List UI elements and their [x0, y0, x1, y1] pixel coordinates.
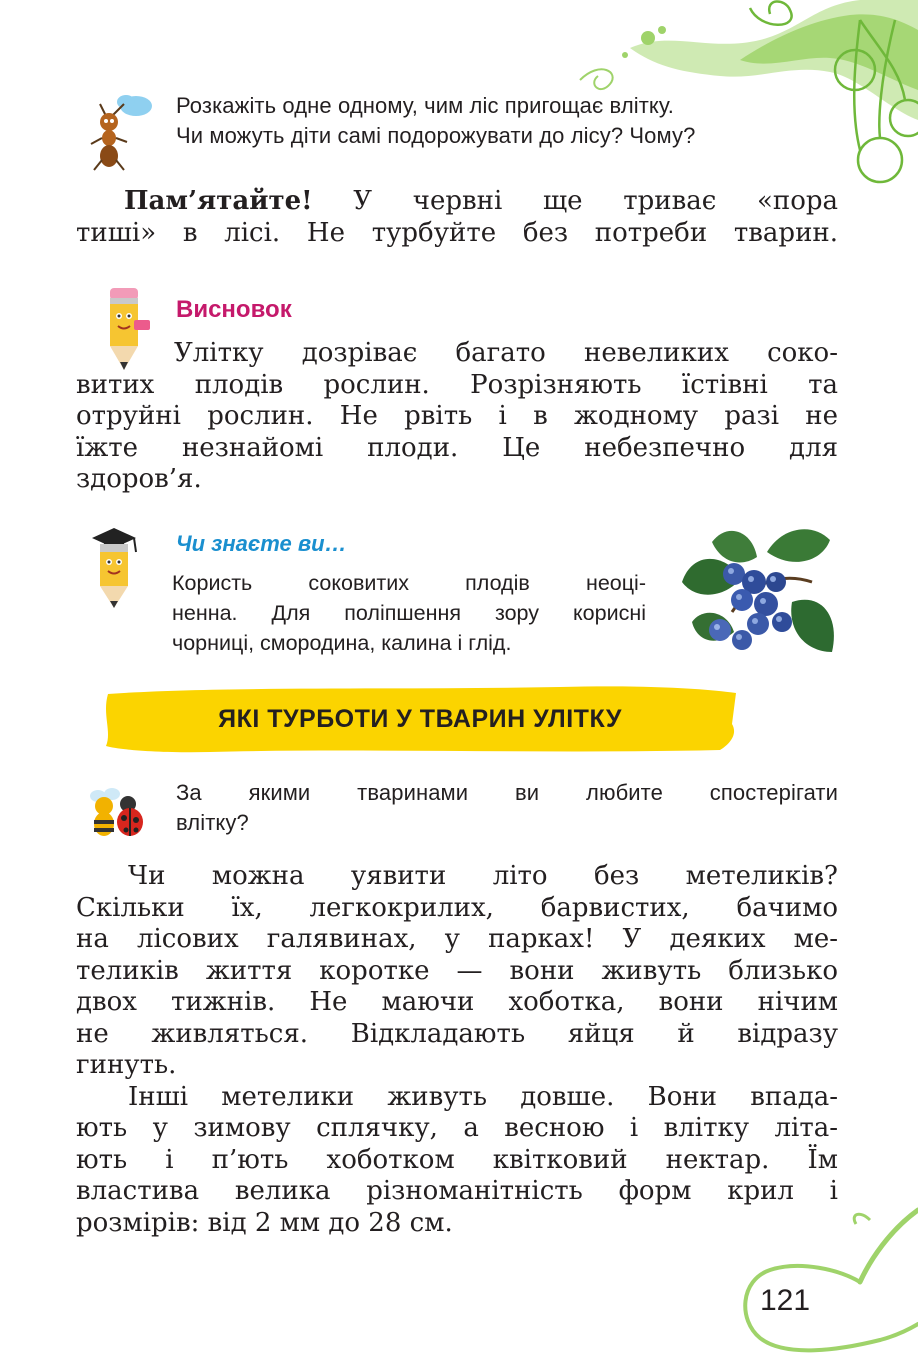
main-text-line: на лісових галявинах, у парках! У деяких ме-	[76, 924, 838, 954]
conclusion-title: Висновок	[176, 296, 292, 323]
conclusion-paragraph	[76, 338, 838, 496]
question1-line: Розкажіть одне одному, чим ліс пригощає влітку.	[176, 93, 675, 118]
main-text-line: розмірів: від 2 мм до 28 см.	[76, 1207, 453, 1238]
main-text-line: теликів життя коротке — вони живуть близько	[76, 955, 838, 986]
vine-curl-icon	[730, 1200, 918, 1360]
main-text-line: не живляться. Відкладають яйця й відразу	[76, 1018, 838, 1049]
question1-line: Чи можуть діти самі подорожувати до лісу? Чому?	[176, 123, 696, 148]
main-text-line: Чи можна уявити літо без метеликів?	[128, 861, 838, 891]
main-text-line: двох тижнів. Не маючи хоботка, вони нічим	[76, 987, 838, 1017]
main-text-line: ють у зимову сплячку, а весною і влітку літа-	[76, 1113, 838, 1143]
remember-line: У червні ще триває «пора	[353, 186, 839, 216]
did-you-know-line: Користь соковитих плодів неоці-	[172, 571, 646, 595]
question1-text	[176, 91, 841, 151]
main-text	[76, 861, 838, 1239]
conclusion-line: здоров’я.	[76, 464, 202, 494]
conclusion-line: отруйні рослин. Не рвіть і в жодному разі не	[76, 401, 838, 431]
did-you-know-text	[172, 568, 646, 658]
blueberry-branch-icon	[672, 522, 840, 664]
main-text-line: Інші метелики живуть довше. Вони впада-	[128, 1081, 838, 1112]
did-you-know-line: ненна. Для поліпшення зору корисні	[172, 601, 646, 625]
main-text-line: ють і п’ють хоботком квітковий нектар. Їм	[76, 1144, 838, 1175]
pencil-graduate-icon	[86, 524, 142, 610]
page-number: 121	[760, 1284, 811, 1317]
main-text-line: гинуть.	[76, 1050, 177, 1080]
question2-text	[176, 778, 838, 838]
conclusion-line: Улітку дозріває багато невеликих соко-	[174, 338, 838, 368]
main-text-line: властива велика різноманітність форм крил і	[76, 1176, 838, 1206]
conclusion-line: їжте незнайомі плоди. Це небезпечно для	[76, 432, 838, 463]
question2-line: За якими тваринами ви любите спостерігати	[176, 780, 838, 805]
question2-line: влітку?	[176, 810, 249, 835]
conclusion-line: витих плодів рослин. Розрізняють їстівні та	[76, 369, 838, 400]
ant-icon	[86, 92, 156, 172]
remember-lead: Пам’ятайте!	[124, 186, 313, 216]
bee-and-ladybug-icon	[82, 778, 152, 840]
remember-paragraph	[76, 186, 838, 249]
section-title: ЯКІ ТУРБОТИ У ТВАРИН УЛІТКУ	[218, 704, 622, 733]
did-you-know-title: Чи знаєте ви…	[176, 531, 347, 556]
main-text-line: Скільки їх, легкокрилих, барвистих, бачимо	[76, 892, 838, 923]
did-you-know-line: чорниці, смородина, калина і глід.	[172, 631, 512, 655]
remember-line: тиші» в лісі. Не турбуйте без потреби тварин.	[76, 217, 838, 248]
